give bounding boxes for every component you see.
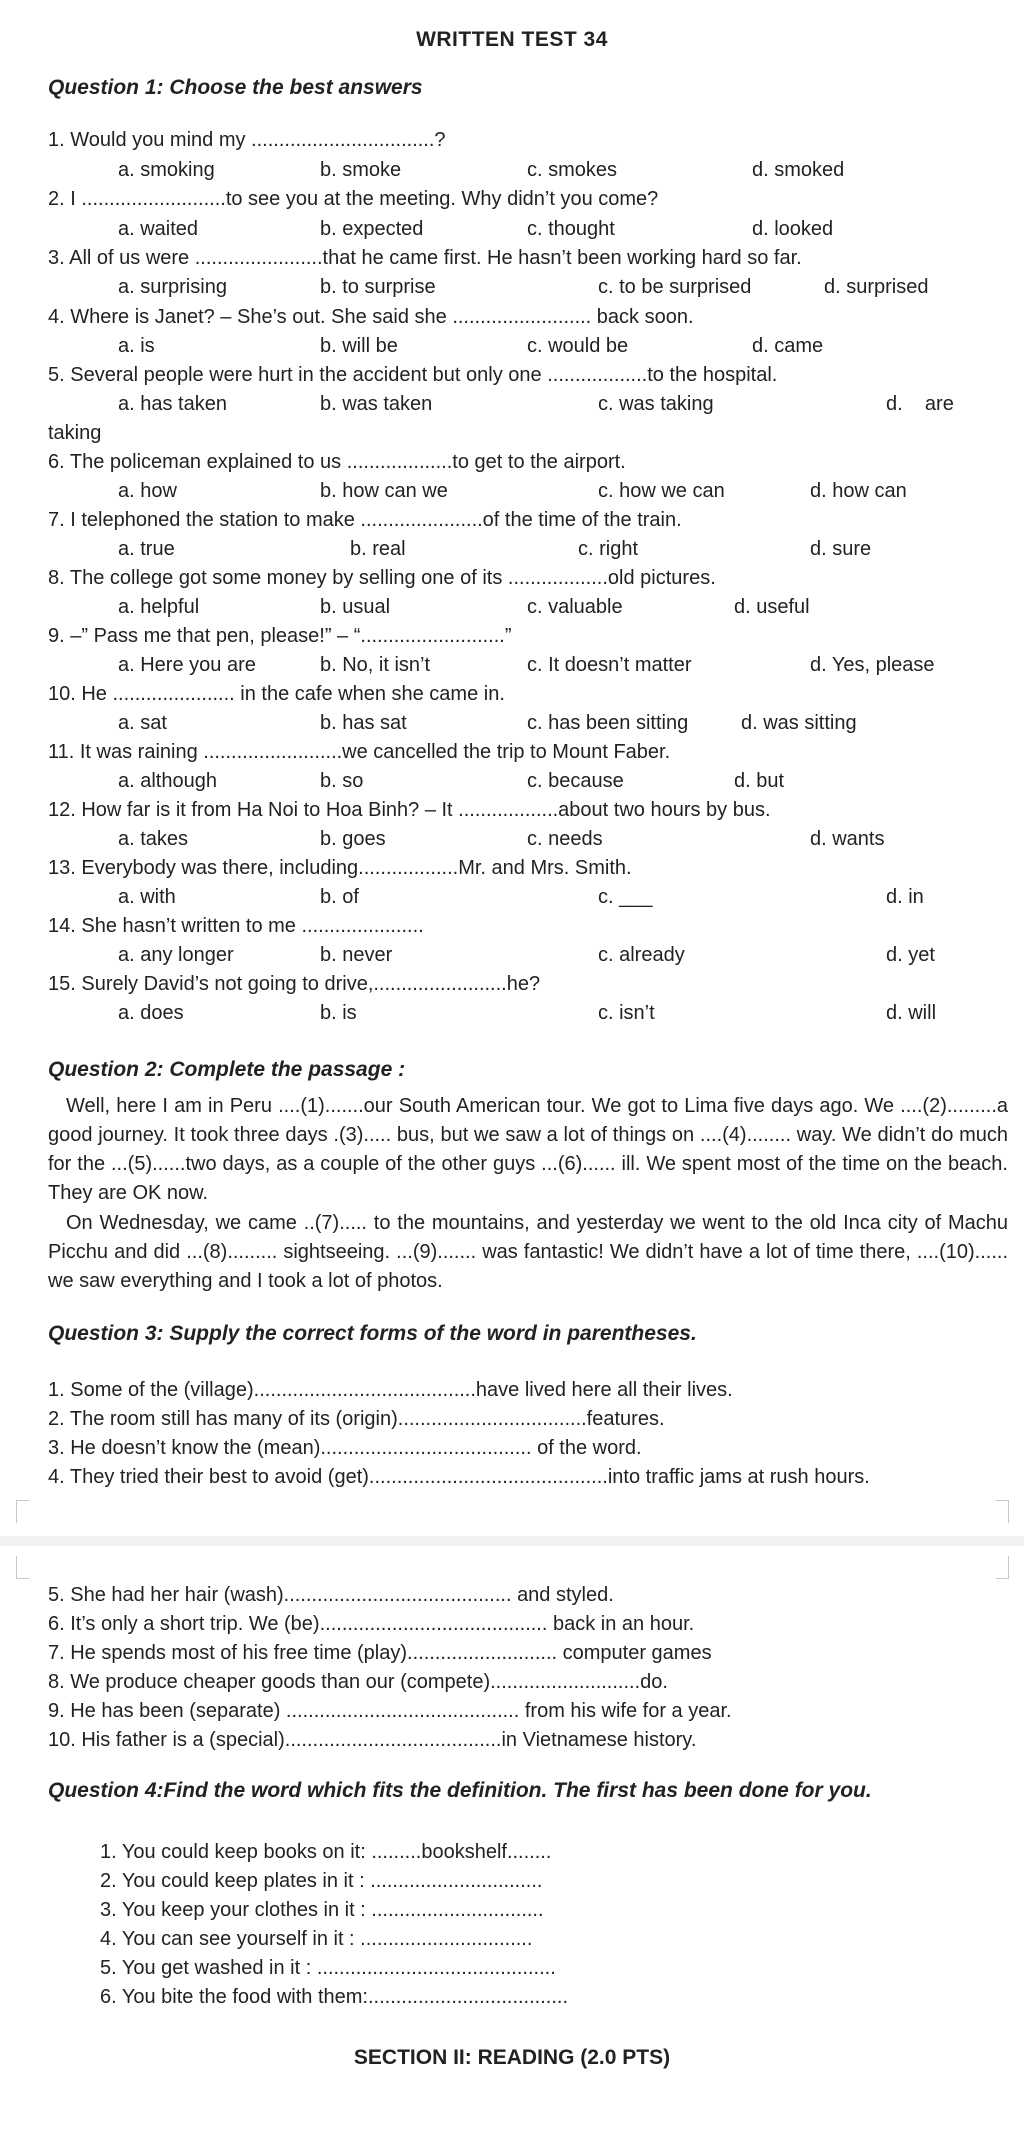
definition-item: 2. You could keep plates in it : ............................... — [100, 1870, 543, 1892]
answer-option: a. helpful — [118, 596, 200, 618]
answer-option: a. is — [118, 335, 155, 357]
answer-option: a. although — [118, 770, 217, 792]
question-item: 2. I ..........................to see you at the meeting. Why didn’t you come? — [48, 188, 659, 210]
option-wrap-text: taking — [48, 422, 102, 444]
answer-option: d. Yes, please — [810, 654, 935, 676]
answer-option: c. right — [578, 538, 639, 560]
answer-option: a. has taken — [118, 393, 227, 415]
answer-option: a. surprising — [118, 276, 227, 298]
answer-option: b. has sat — [320, 712, 407, 734]
answer-option: c. thought — [527, 218, 615, 240]
question-item: 10. He ...................... in the cafe when she came in. — [48, 683, 505, 705]
question-2-heading: Question 2: Complete the passage : — [48, 1058, 406, 1081]
answer-option: a. true — [118, 538, 175, 560]
question-item: 15. Surely David’s not going to drive,........................he? — [48, 973, 541, 995]
answer-option: a. with — [118, 886, 176, 908]
answer-option: c. It doesn’t matter — [527, 654, 692, 676]
question-item: 2. The room still has many of its (origin)..................................features. — [48, 1408, 665, 1430]
question-item: 9. He has been (separate) .......................................... from his wife for a year. — [48, 1700, 732, 1722]
passage-text: On Wednesday, we came ..(7)..... to the mountains, and yesterday we went to the old Inca city of Machu Picchu and did ...(8)......... sightseeing. ...(9)....... was fantastic! We didn’t have a lot of time there, ....(10)...... we saw everything and I took a lot of photos. — [48, 1212, 1008, 1292]
answer-option: d. yet — [886, 944, 935, 966]
answer-option: d. but — [734, 770, 785, 792]
crop-corner-mark — [996, 1556, 1009, 1579]
question-item: 8. We produce cheaper goods than our (compete)...........................do. — [48, 1671, 668, 1693]
definition-item: 4. You can see yourself in it : ............................... — [100, 1928, 533, 1950]
question-item: 10. His father is a (special).......................................in Vietnamese history. — [48, 1729, 697, 1751]
answer-option: c. because — [527, 770, 624, 792]
answer-option: b. was taken — [320, 393, 433, 415]
question-item: 6. The policeman explained to us ...................to get to the airport. — [48, 451, 626, 473]
answer-option: b. smoke — [320, 159, 402, 181]
passage-paragraph — [48, 1092, 1008, 1208]
definition-item: 6. You bite the food with them:.................................... — [100, 1986, 569, 2008]
answer-option: d. wants — [810, 828, 885, 850]
question-item: 1. Would you mind my .................................? — [48, 129, 446, 151]
question-item: 1. Some of the (village)........................................have lived here all their lives. — [48, 1379, 733, 1401]
question-item: 4. They tried their best to avoid (get)...........................................into traffic jams at rush hours. — [48, 1466, 870, 1488]
answer-option: d. came — [752, 335, 824, 357]
definition-item: 5. You get washed in it : ........................................... — [100, 1957, 556, 1979]
definition-item: 3. You keep your clothes in it : ............................... — [100, 1899, 544, 1921]
page-divider — [0, 1536, 1024, 1546]
question-item: 5. Several people were hurt in the accident but only one ..................to the hospital. — [48, 364, 778, 386]
answer-option: b. to surprise — [320, 276, 436, 298]
answer-option: b. expected — [320, 218, 424, 240]
answer-option: b. No, it isn’t — [320, 654, 431, 676]
answer-option: d. useful — [734, 596, 810, 618]
passage-paragraph — [48, 1209, 1008, 1296]
answer-option: c. was taking — [598, 393, 714, 415]
answer-option: a. any longer — [118, 944, 234, 966]
question-item: 13. Everybody was there, including..................Mr. and Mrs. Smith. — [48, 857, 632, 879]
answer-option: b. never — [320, 944, 393, 966]
answer-option: c. has been sitting — [527, 712, 689, 734]
passage-text: Well, here I am in Peru ....(1).......our South American tour. We got to Lima five days ago. We ....(2).........a good journey. It took three days .(3)..... bus, but we saw a lot of things on ....(4)........ way. We didn’t do much for the ...(5)......two days, as a couple of the other guys ...(6)...... ill. We spent most of the time on the beach. They are OK now. — [48, 1095, 1008, 1204]
answer-option: a. sat — [118, 712, 167, 734]
question-item: 4. Where is Janet? – She’s out. She said she ......................... back soon. — [48, 306, 694, 328]
test-title: WRITTEN TEST 34 — [416, 28, 608, 51]
answer-option: b. so — [320, 770, 364, 792]
question-item: 11. It was raining .........................we cancelled the trip to Mount Faber. — [48, 741, 671, 763]
answer-option: a. Here you are — [118, 654, 256, 676]
answer-option: c. isn’t — [598, 1002, 655, 1024]
question-item: 14. She hasn’t written to me ...................... — [48, 915, 424, 937]
question-item: 8. The college got some money by selling one of its ..................old pictures. — [48, 567, 716, 589]
answer-option: b. will be — [320, 335, 398, 357]
answer-option: d. was sitting — [741, 712, 857, 734]
answer-option: d. sure — [810, 538, 872, 560]
crop-corner-mark — [16, 1500, 29, 1523]
answer-option: d. will — [886, 1002, 937, 1024]
answer-option: d. smoked — [752, 159, 845, 181]
question-item: 5. She had her hair (wash)......................................... and styled. — [48, 1584, 614, 1606]
section-heading: SECTION II: READING (2.0 PTS) — [353, 2046, 671, 2069]
question-item: 3. He doesn’t know the (mean)...................................... of the word. — [48, 1437, 642, 1459]
question-4-heading: Question 4:Find the word which fits the definition. The first has been done for you. — [48, 1779, 872, 1802]
answer-option: c. how we can — [598, 480, 725, 502]
answer-option: c. valuable — [527, 596, 623, 618]
answer-option: d. looked — [752, 218, 834, 240]
question-1-heading: Question 1: Choose the best answers — [48, 76, 423, 99]
answer-option: b. of — [320, 886, 359, 908]
crop-corner-mark — [16, 1556, 29, 1579]
question-item: 7. He spends most of his free time (play)........................... computer games — [48, 1642, 712, 1664]
question-item: 3. All of us were .......................that he came first. He hasn’t been working hard so far. — [48, 247, 802, 269]
answer-option: a. smoking — [118, 159, 215, 181]
question-item: 9. –” Pass me that pen, please!” – “..........................” — [48, 625, 512, 647]
answer-option: d. how can — [810, 480, 907, 502]
answer-option: c. would be — [527, 335, 629, 357]
answer-option: b. how can we — [320, 480, 448, 502]
question-item: 6. It’s only a short trip. We (be)......................................... back in an hour. — [48, 1613, 695, 1635]
crop-corner-mark — [996, 1500, 1009, 1523]
answer-option: a. does — [118, 1002, 184, 1024]
answer-option: a. how — [118, 480, 177, 502]
answer-option: c. already — [598, 944, 685, 966]
answer-option: b. usual — [320, 596, 391, 618]
answer-option: d. surprised — [824, 276, 929, 298]
answer-option: c. to be surprised — [598, 276, 752, 298]
answer-option: c. ___ — [598, 886, 653, 908]
answer-option: b. goes — [320, 828, 386, 850]
definition-item: 1. You could keep books on it: .........bookshelf........ — [100, 1841, 552, 1863]
answer-option: d. in — [886, 886, 924, 908]
answer-option: d. are — [886, 393, 954, 415]
question-item: 12. How far is it from Ha Noi to Hoa Binh? – It ..................about two hours by bus. — [48, 799, 771, 821]
answer-option: c. needs — [527, 828, 603, 850]
answer-option: a. takes — [118, 828, 189, 850]
answer-option: b. real — [350, 538, 406, 560]
answer-option: a. waited — [118, 218, 199, 240]
answer-option: c. smokes — [527, 159, 618, 181]
question-3-heading: Question 3: Supply the correct forms of the word in parentheses. — [48, 1322, 697, 1345]
answer-option: b. is — [320, 1002, 357, 1024]
question-item: 7. I telephoned the station to make ......................of the time of the train. — [48, 509, 682, 531]
